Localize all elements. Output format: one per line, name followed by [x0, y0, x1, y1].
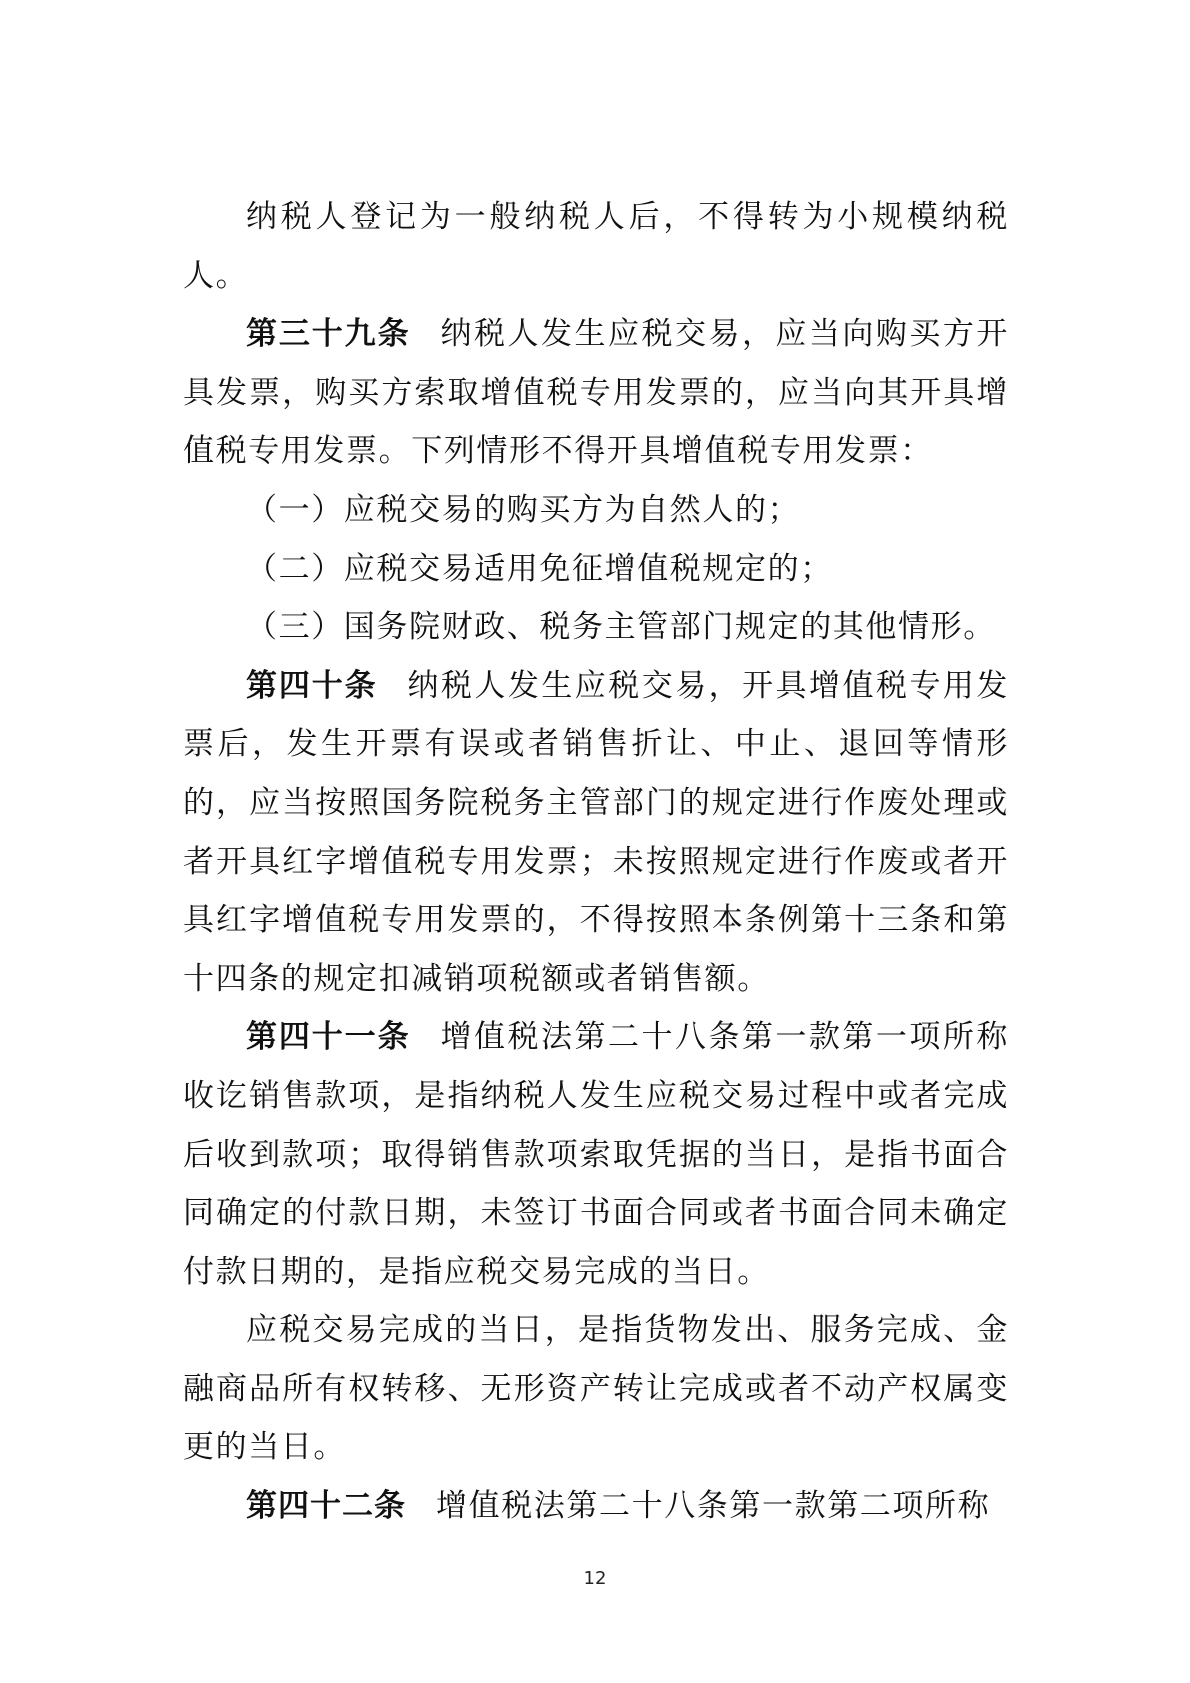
- list-item: [183, 540, 1009, 599]
- list-item: [183, 598, 1009, 657]
- paragraph-text: 纳税人发生应税交易，开具增值税专用发票后，发生开票有误或者销售折让、中止、退回等情形的，应当按照国务院税务主管部门的规定进行作废处理或者开具红字增值税专用发票；未按照规定进行作废或者开具红字增值税专用发票的，不得按照本条例第十三条和第十四条的规定扣减销项税额或者销售额。: [183, 667, 1009, 997]
- article-paragraph: [183, 1477, 1009, 1536]
- paragraph-text: 增值税法第二十八条第一款第二项所称: [436, 1488, 991, 1525]
- paragraph-text: 应税交易完成的当日，是指货物发出、服务完成、金融商品所有权转移、无形资产转让完成或者不动产权属变更的当日。: [183, 1312, 1009, 1466]
- article-paragraph: [183, 657, 1009, 1009]
- list-item: [183, 481, 1009, 540]
- paragraph: [183, 1301, 1009, 1477]
- paragraph-text: 纳税人发生应税交易，应当向购买方开具发票，购买方索取增值税专用发票的，应当向其开具增值税专用发票。下列情形不得开具增值税专用发票：: [183, 316, 1010, 470]
- article-number: 第四十二条: [246, 1488, 406, 1525]
- article-paragraph: [183, 305, 1009, 481]
- page-number: 12: [583, 1568, 607, 1589]
- article-number: 第四十条: [246, 667, 378, 704]
- paragraph: [183, 188, 1009, 305]
- paragraph-text: （二）应税交易适用免征增值税规定的；: [246, 550, 833, 587]
- article-number: 第三十九条: [246, 316, 411, 353]
- article-paragraph: [183, 1008, 1009, 1301]
- article-number: 第四十一条: [246, 1019, 411, 1056]
- paragraph-text: （三）国务院财政、税务主管部门规定的其他情形。: [246, 609, 996, 646]
- paragraph-text: 增值税法第二十八条第一款第一项所称收讫销售款项，是指纳税人发生应税交易过程中或者完成后收到款项；取得销售款项索取凭据的当日，是指书面合同确定的付款日期，未签订书面合同或者书面合同未确定付款日期的，是指应税交易完成的当日。: [183, 1019, 1010, 1290]
- body-text: [183, 188, 1009, 1536]
- paragraph-text: （一）应税交易的购买方为自然人的；: [246, 491, 801, 528]
- paragraph-text: 纳税人登记为一般纳税人后，不得转为小规模纳税人。: [183, 199, 1009, 294]
